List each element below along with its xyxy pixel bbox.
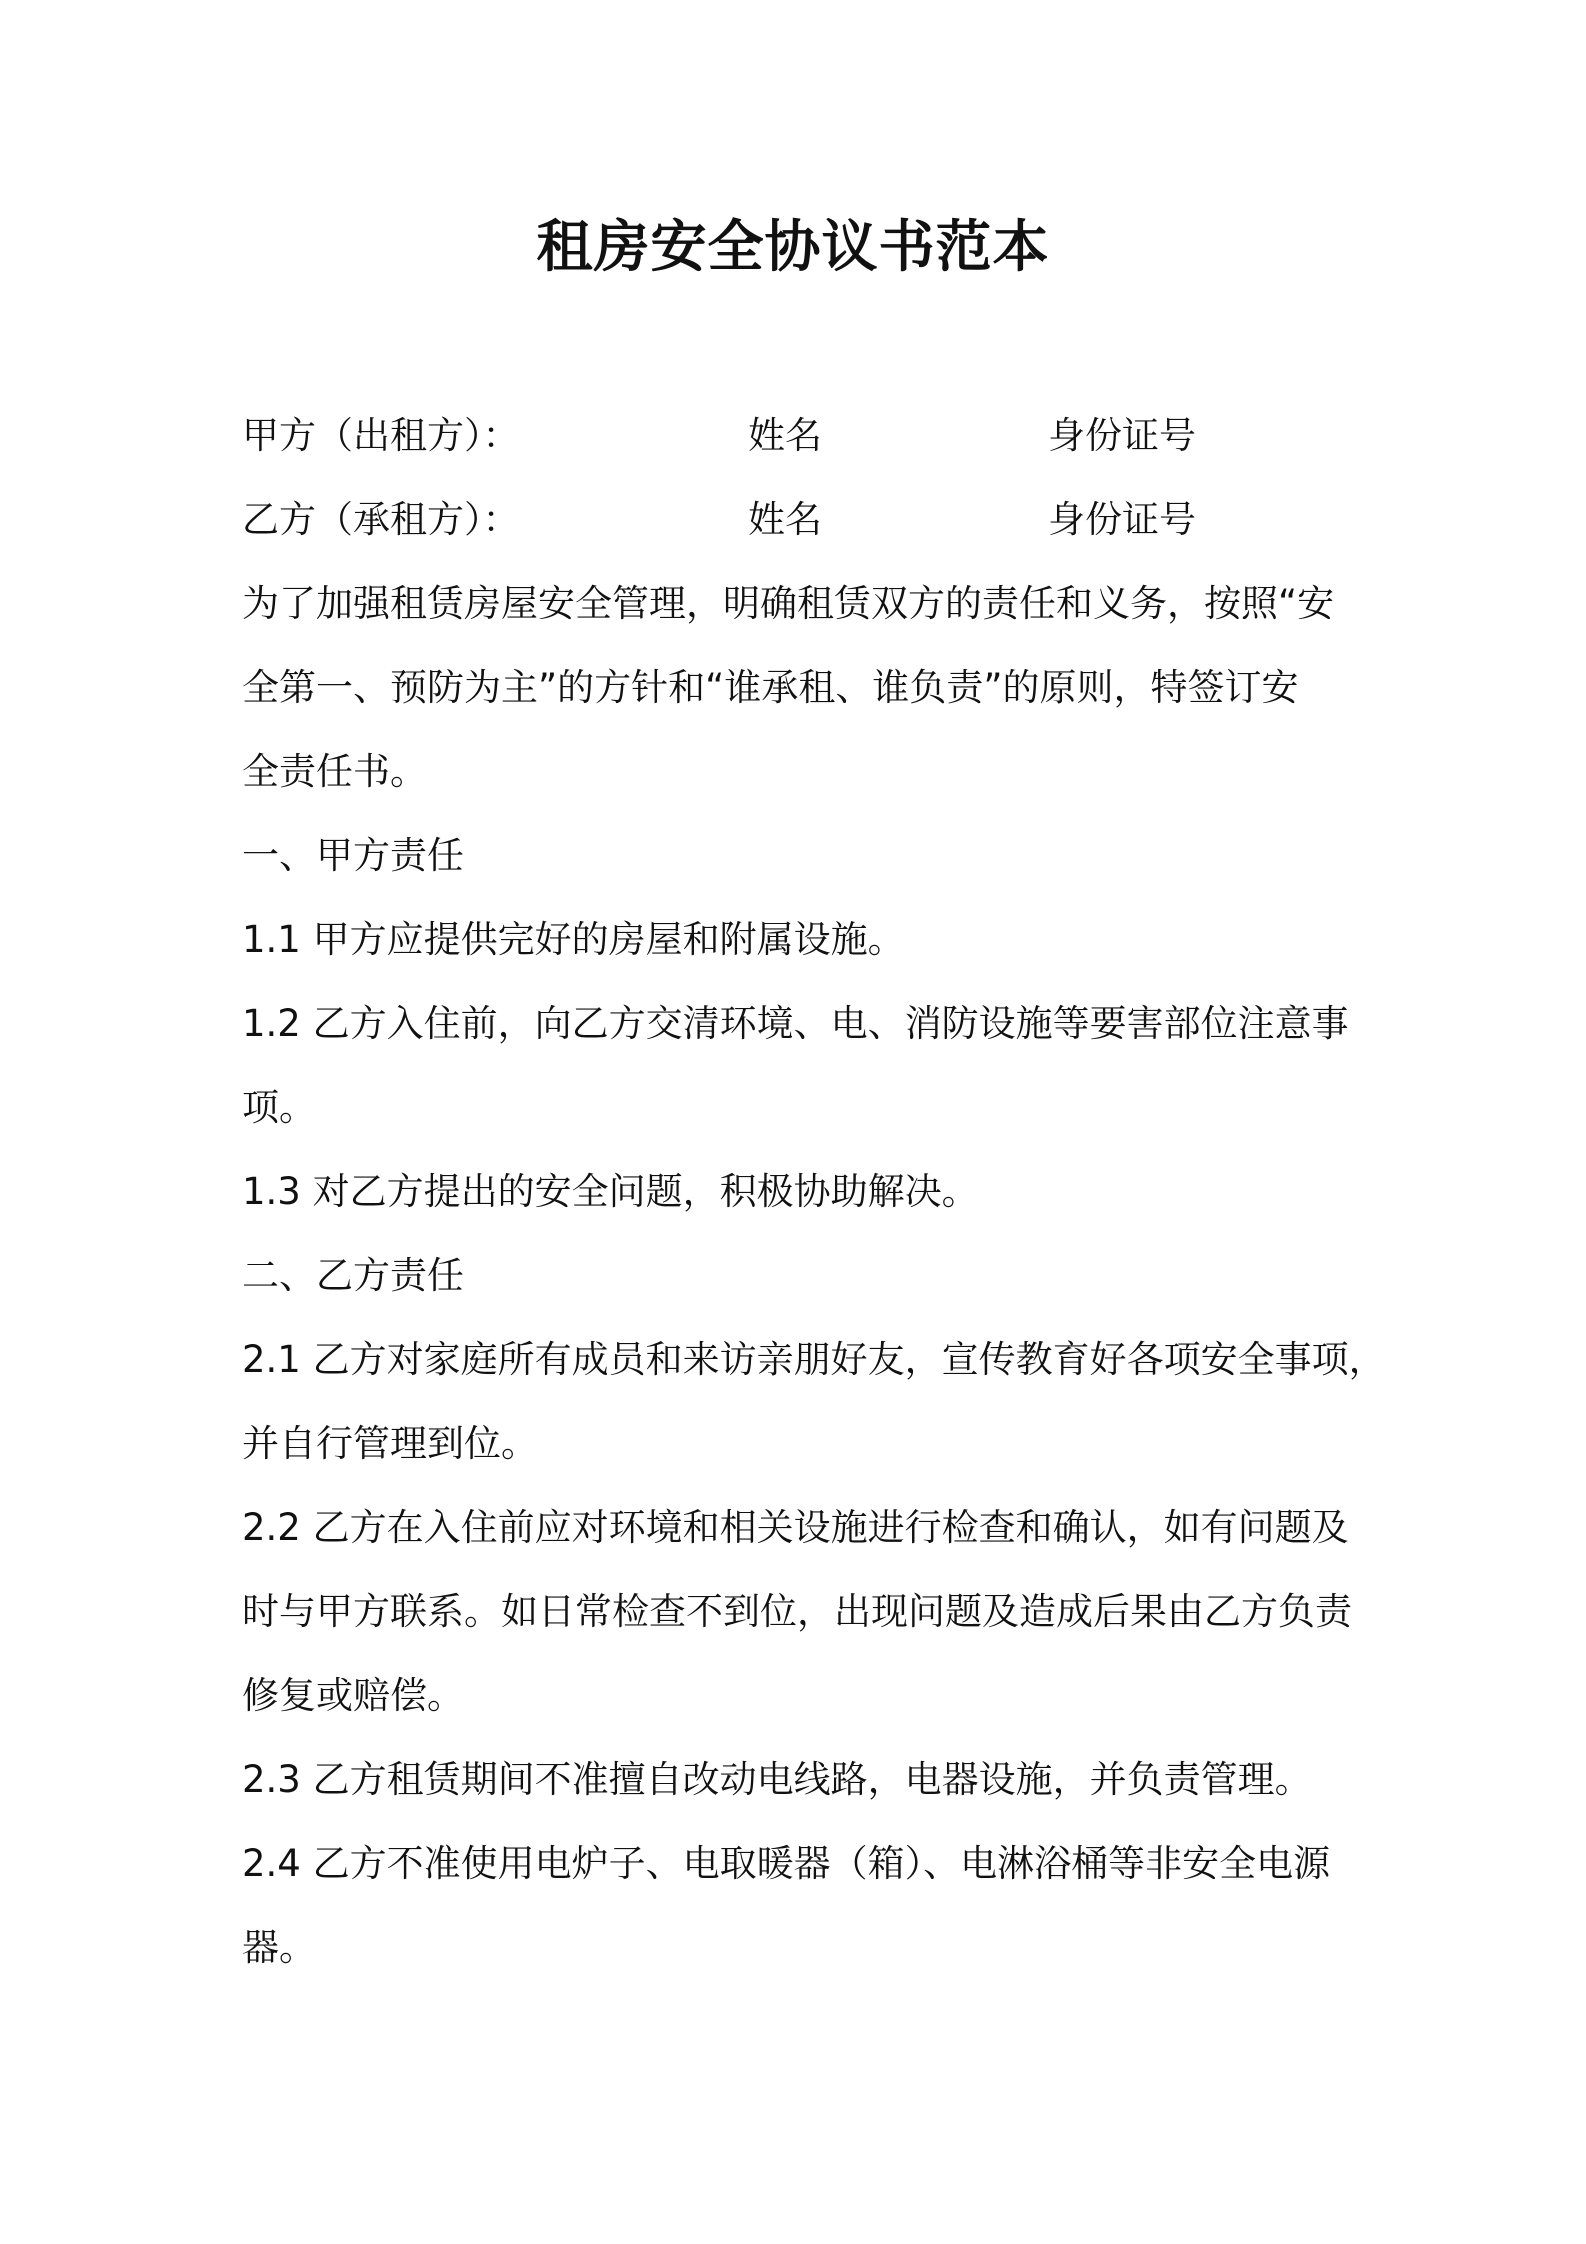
intro-line: 全责任书。 xyxy=(242,750,427,793)
clause-line: 2.1 乙方对家庭所有成员和来访亲朋好友，宣传教育好各项安全事项， xyxy=(242,1338,1386,1381)
section-heading-lessee: 二、乙方责任 xyxy=(242,1254,464,1297)
party-role: 乙方（承租方）： xyxy=(242,498,520,541)
section-heading-lessor: 一、甲方责任 xyxy=(242,834,464,877)
party-role: 甲方（出租方）： xyxy=(242,414,520,457)
clause-line: 并自行管理到位。 xyxy=(242,1422,538,1465)
party-id-label: 身份证号 xyxy=(1048,414,1196,457)
clause-line: 1.1 甲方应提供完好的房屋和附属设施。 xyxy=(242,918,905,961)
clause-line: 2.2 乙方在入住前应对环境和相关设施进行检查和确认，如有问题及 xyxy=(242,1506,1349,1549)
document-title: 租房安全协议书范本 xyxy=(536,215,1050,280)
clause-line: 修复或赔偿。 xyxy=(242,1674,464,1717)
clause-line: 1.2 乙方入住前，向乙方交清环境、电、消防设施等要害部位注意事 xyxy=(242,1002,1349,1045)
party-id-label: 身份证号 xyxy=(1048,498,1196,541)
intro-line: 为了加强租赁房屋安全管理，明确租赁双方的责任和义务，按照“安 xyxy=(242,582,1335,625)
clause-line: 2.3 乙方租赁期间不准擅自改动电线路，电器设施，并负责管理。 xyxy=(242,1758,1312,1801)
clause-line: 时与甲方联系。如日常检查不到位，出现问题及造成后果由乙方负责 xyxy=(242,1590,1352,1633)
party-name-label: 姓名 xyxy=(748,414,822,457)
clause-line: 1.3 对乙方提出的安全问题，积极协助解决。 xyxy=(242,1170,979,1213)
clause-line: 器。 xyxy=(242,1926,316,1969)
clause-line: 2.4 乙方不准使用电炉子、电取暖器（箱）、电淋浴桶等非安全电源 xyxy=(242,1842,1331,1885)
clause-line: 项。 xyxy=(242,1086,316,1129)
party-name-label: 姓名 xyxy=(748,498,822,541)
intro-line: 全第一、预防为主”的方针和“谁承租、谁负责”的原则，特签订安 xyxy=(242,666,1299,709)
